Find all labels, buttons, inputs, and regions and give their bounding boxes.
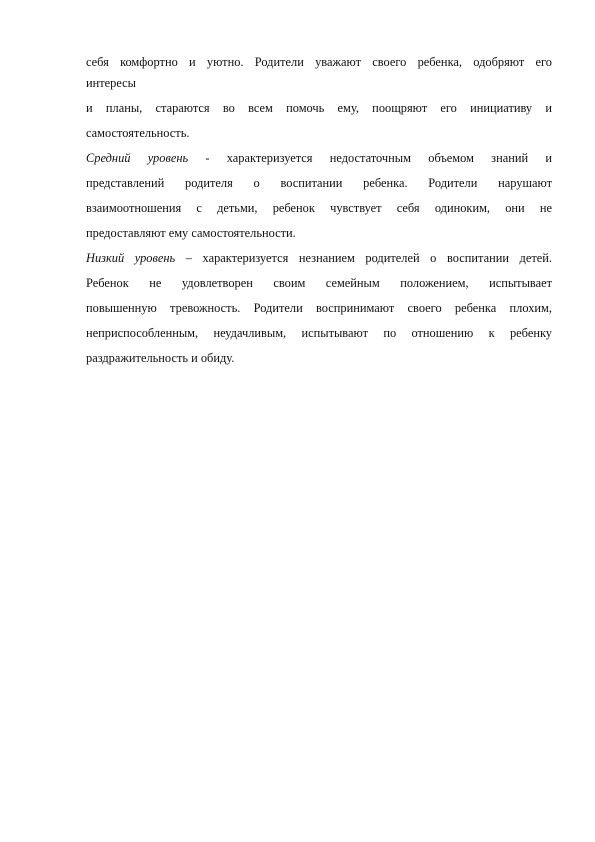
body-text xyxy=(86,54,552,367)
text-line: интересы xyxy=(86,76,137,90)
text-segment: – характеризуется незнанием родителей о воспитании детей. xyxy=(175,251,552,265)
text-line: неприспособленным, неудачливым, испытывают по отношению к ребенку xyxy=(86,326,552,340)
text-line-medium-heading xyxy=(86,150,552,167)
text-line: взаимоотношения с детьми, ребенок чувствует себя одиноким, они не xyxy=(86,201,552,215)
text-line-low-heading xyxy=(86,250,552,267)
text-line: и планы, стараются во всем помочь ему, поощряют его инициативу и xyxy=(86,101,552,115)
text-line: раздражительность и обиду. xyxy=(86,351,235,365)
term-medium-level: Средний уровень xyxy=(86,151,189,165)
text-line: себя комфортно и уютно. Родители уважают своего ребенка, одобряют его xyxy=(86,55,552,69)
text-line: повышенную тревожность. Родители воспринимают своего ребенка плохим, xyxy=(86,301,552,315)
text-line: представлений родителя о воспитании ребенка. Родители нарушают xyxy=(86,176,552,190)
text-line: предоставляют ему самостоятельности. xyxy=(86,226,296,240)
text-line: самостоятельность. xyxy=(86,126,190,140)
text-segment: - характеризуется недостаточным объемом знаний и xyxy=(188,151,552,165)
term-low-level: Низкий уровень xyxy=(86,251,176,265)
text-line: Ребенок не удовлетворен своим семейным положением, испытывает xyxy=(86,276,552,290)
